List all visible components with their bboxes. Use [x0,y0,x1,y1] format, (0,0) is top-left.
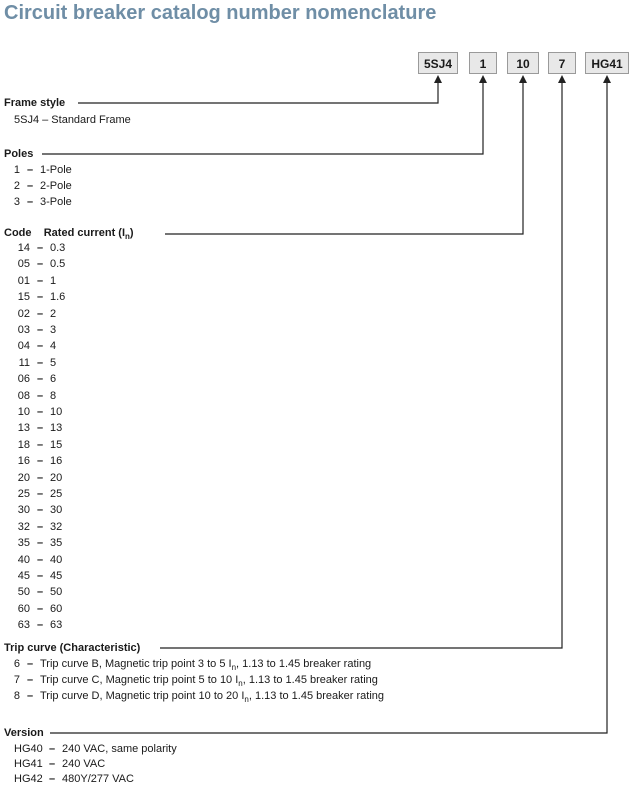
connector-frame [78,80,438,103]
current-row: 35 – 35 [17,537,63,550]
current-row: 04 – 4 [17,340,57,353]
trip-row: 8 – Trip curve D, Magnetic trip point 10 to 20 $I_n$, 1.13 to 1.45 breaker rating [13,690,385,705]
catalog-box-current: 10 [507,52,539,74]
current-row: 13 – 13 [17,422,63,435]
current-heading: Code Rated current $(I_n)$ [4,227,134,242]
current-row: 32 – 32 [17,520,63,533]
rated-current-label: Rated current (I [43,227,126,239]
current-row: 63 – 63 [17,619,63,632]
current-row: 60 – 60 [17,602,63,615]
current-row: 16 – 16 [17,455,63,468]
current-row: 02 – 2 [17,307,57,320]
current-row: 30 – 30 [17,504,63,517]
version-row: HG42 – 480Y/277 VAC [14,773,134,785]
version-row: HG41 – 240 VAC [14,758,106,770]
catalog-box-trip: 7 [548,52,576,74]
current-row: 14 – 0.3 [17,242,66,254]
current-row: 25 – 25 [17,488,63,500]
page-title: Circuit breaker catalog number nomenclature [4,2,437,24]
catalog-box-frame: 5SJ4 [418,52,458,74]
current-row: 05 – 0.5 [17,258,66,271]
version-row: HG40 – 240 VAC, same polarity [14,743,177,755]
catalog-box-version: HG41 [585,52,629,74]
current-row: 18 – 15 [17,438,63,451]
version-heading: Version [4,727,44,739]
current-row: 40 – 40 [17,553,63,566]
trip-heading: Trip curve (Characteristic) [4,642,141,654]
current-row: 01 – 1 [17,274,57,287]
trip-row: 6 – Trip curve B, Magnetic trip point 3 to 5 $I_n$, 1.13 to 1.45 breaker rating [13,658,372,673]
pole-row: 1 – 1-Pole [13,164,72,176]
current-row: 10 – 10 [17,406,63,418]
current-row: 03 – 3 [17,324,57,336]
current-row: 15 – 1.6 [17,291,66,304]
poles-heading: Poles [4,148,34,160]
trip-row: 7 – Trip curve C, Magnetic trip point 5 to 10 $I_n$, 1.13 to 1.45 breaker rating [13,674,378,689]
code-label: Code [4,227,32,239]
frame-item: 5SJ4 – Standard Frame [14,114,131,126]
current-row: 08 – 8 [17,389,57,402]
connector-trip [160,80,562,648]
pole-row: 2 – 2-Pole [13,180,72,192]
catalog-box-poles: 1 [469,52,497,74]
current-row: 45 – 45 [17,570,63,582]
current-row: 06 – 6 [17,373,57,386]
current-row: 20 – 20 [17,471,63,484]
current-row: 11 – 5 [18,356,57,369]
pole-row: 3 – 3-Pole [13,196,72,208]
frame-heading: Frame style [4,97,66,109]
current-row: 50 – 50 [17,586,63,599]
